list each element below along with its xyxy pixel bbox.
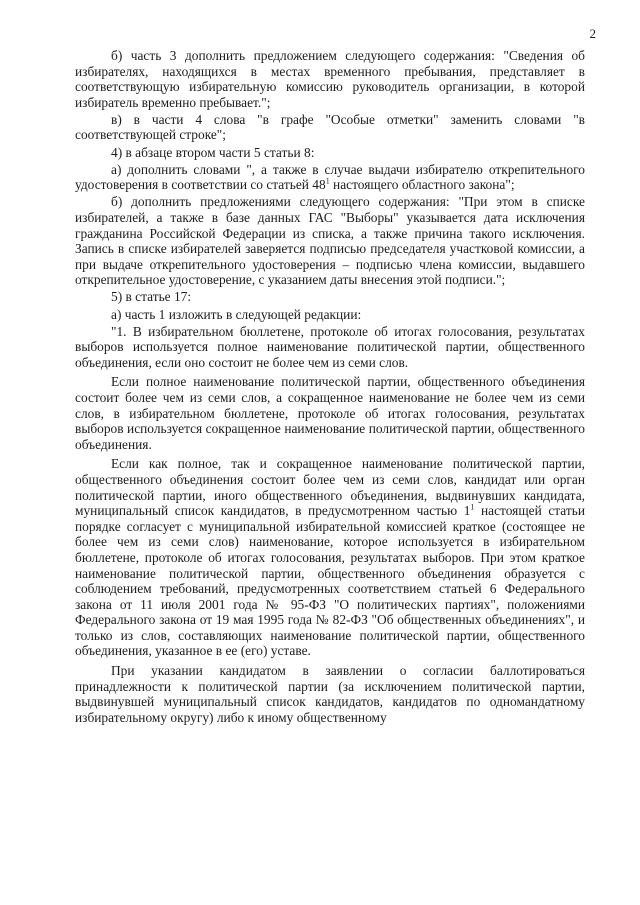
paragraph-article17-a: а) часть 1 изложить в следующей редакции: (111, 306, 362, 322)
paragraph-brief-name: Если как полное, так и сокращенное наименование политической партии, общественного объединения состоит более чем из семи слов, кандидат или орган политической партии, иного общественного объединения, выдвинувших кандидата, муниципальный список кандидатов, в предусмотренном частью $1^1$ настоящей статьи порядке согласует с муниципальной избирательной комиссией краткое (состоящее не более чем из семи слов) наименование, которое используется в избирательном бюллетене, протоколе об итогах голосования, результатах выборов. При этом краткое наименование политической партии, общественного объединения образуется с соблюдением требований, предусмотренных соответствием статьей 6 Федерального закона от 11 июля 2001 года № 95-ФЗ "О политических партиях", положениями Федерального закона от 19 мая 1995 года № 82-ФЗ "Об общественных объединениях", и только из слов, составляющих наименование политической партии, общественного объединения, указанное в ее (его) уставе. (75, 456, 586, 659)
paragraph-article8: 4) в абзаце втором части 5 статьи 8: (111, 144, 315, 160)
paragraph-short-name: Если полное наименование политической партии, общественного объединения состоит более чем из семи слов, а сокращенное наименование не более чем из семи слов, в избирательном бюллетене, протоколе об итогах голосования, результатах выборов используется сокращенное наименование политической партии, общественного объединения. (75, 374, 585, 452)
page-number: 2 (589, 26, 596, 41)
paragraph-candidate-affiliation: При указании кандидатом в заявлении о согласии баллотироваться принадлежности к политической партии (за исключением политической партии, выдвинувшей муниципальный список кандидатов, кандидатов по одномандатному избирательному округу) либо к иному общественному (75, 663, 585, 725)
paragraph-article8-a: а) дополнить словами ", а также в случае выдачи избирателю открепительного удостоверения в соответствии со статьей $48^1$ настоящего областного закона"; (75, 161, 585, 193)
paragraph-article17: 5) в статье 17: (111, 289, 192, 305)
paragraph-article8-b: б) дополнить предложениями следующего содержания: "При этом в списке избирателей, а также в базе данных ГАС "Выборы" указывается дата исключения гражданина Российской Федерации из списка, а также причина такого исключения. Запись в списке избирателей заверяется подписью председателя участковой комиссии, а при выдаче открепительного удостоверения – подписью члена комиссии, выдавшего открепительное удостоверение, с указанием даты внесения этой подписи."; (75, 194, 585, 288)
paragraph-item1-full-name: "1. В избирательном бюллетене, протоколе об итогах голосования, результатах выборов используется полное наименование политической партии, общественного объединения, если оно состоит не более чем из семи слов. (75, 323, 585, 370)
paragraph-part4-replacement: в) в части 4 слова "в графе "Особые отметки" заменить словами "в соответствующей строке"; (75, 111, 585, 143)
paragraph-part3-addition: б) часть 3 дополнить предложением следующего содержания: "Сведения об избирателях, находящихся в местах временного пребывания, представляет в соответствующую избирательную комиссию руководитель организации, в которой избиратель временно пребывает."; (75, 48, 585, 110)
document-body (75, 48, 585, 727)
